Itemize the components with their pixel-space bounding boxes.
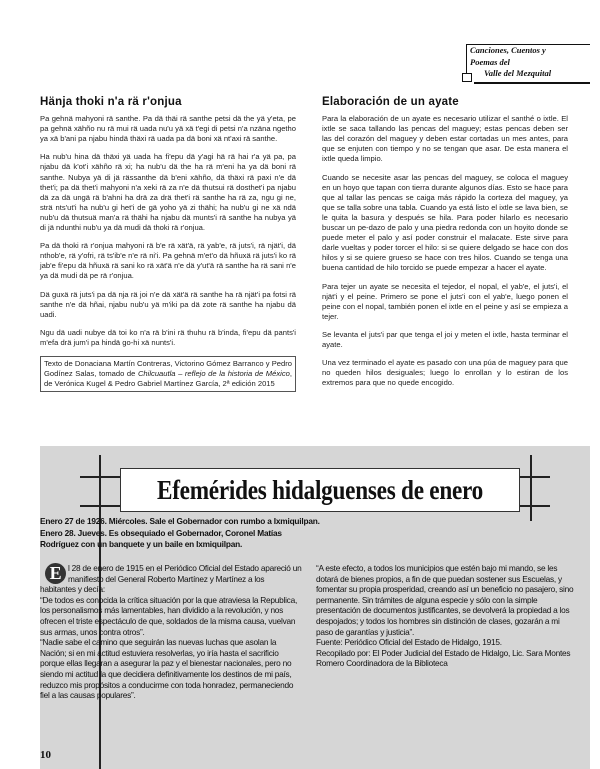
otomi-paragraph: Pa gehnä mahyoni rä santhe. Pa dä thäi rä santhe petsi dä the yä y'eta, pe pa gehnä xähño nu rä mui rä uada nu'u yä xä t'egi di petsi n'a nzäna ngetho ya xä b'ani pa njabu hindä thäxi rä uada pa dä boni xä nt'axi rä santhe.	[40, 114, 296, 144]
publication-title-line1: Canciones, Cuentos y	[470, 45, 546, 55]
credit-prefix: Texto de Donaciana Martín Contreras, Victorino Gómez Barranco y Pedro Godínez Salas, tomado de	[44, 358, 292, 378]
efemerides-paragraph: “De todos es conocida la crítica situación por la que atraviesa la Republica, los personalismos más lamentables, han dividido a la revolución, y nos ofrecen el triste espectáculo de que, soldados de la misma causa, vuelvan sus armas, unos contra otros”.	[40, 594, 298, 637]
spanish-article	[322, 97, 568, 396]
spanish-paragraph: Cuando se necesite asar las pencas del maguey, se coloca el maguey en un hoyo que tapan con tierra durante algunos días. Esto se hace para que al tallar las pencas se caiga más rápido la corteza del maguey, ya que se talla sobre una tabla. Cuando ya está listo el ixtle se lava bien, se le quita la basura y después se hila. Para poder hilarlo es necesario buscar un pe-dazo de palo y una piedra redonda con un hoyito donde se puede meter el palo y así poder construir el malacate. Este sirve para darle vueltas y poder torcer el hilo: si se quiere delgado se hace con dos hilos y si se quiere grueso se hace con tres hilos. Cuando se tenga una buena cantidad de hilo torcido se puede empezar a hacer el ayate.	[322, 172, 568, 273]
spanish-paragraph: Para tejer un ayate se necesita el tejedor, el nopal, el yab'e, el juts'i, el njät'i y el peine. Primero se pone el juts'i con el yab'e, luego ponen el peine con el nopal, también ponen el ixtle en el peine y así se empieza a tejer.	[322, 281, 568, 321]
otomi-article	[40, 97, 296, 392]
otomi-paragraph: Ha nub'u hina dä thäxi yä uada ha fi'epu dä y'agi hä rä hai r'a yä pa, pa njabu dä k'ot'i xähño rä xi; ha nub'u dä the ha rä m'eni ha ya dä boni rä santhe. Nubya yä di jä rässanthe dä b'eni xähño, dä thäxi rä paxi n'e dä thet'i; pa dä thet'i mahyoni n'a xeki rä za n'e dä thutsui rä dosthet'i pa njabu dä za dä ungä rä b'ahni ha drä za drä thet'i rä santhe ha rä za, ngu gi ne, strä nts'ut'i ha nub'u gi het'i de gä yoho yä zi thähi; ha nub'u gi ne xä ndä nub'u dä thutsuä man'a rä thähi ha njabu dä munts'i rä santhe ha nubya yä di jä ndunthi nub'u ya dä mudi dä thoki rä r'onjua.	[40, 152, 296, 233]
spanish-article-title: Elaboración de un ayate	[322, 96, 459, 108]
efemerides-text-left	[40, 563, 302, 701]
date-entry: Rodríguez con un banquete y un baile en Ixmiquilpan.	[40, 539, 243, 549]
publication-title	[470, 45, 595, 80]
compiled-by-line: Recopilado por: El Poder Judicial del Estado de Hidalgo, Lic. Sara Montes Romero Coordinadora de la Biblioteca	[316, 647, 571, 669]
efemerides-text-right	[316, 563, 578, 669]
efemerides-dates	[40, 516, 400, 551]
drop-cap: E	[45, 563, 66, 584]
header-rule	[474, 82, 590, 84]
book-icon	[462, 73, 472, 82]
spanish-paragraph: Se levanta el juts'i par que tenga el joi y meten el ixtle, hasta terminar el ayate.	[322, 329, 568, 349]
credit-suffix: , de Verónica Kugel & Pedro Gabriel Martínez García, 2ª edición 2015	[44, 368, 292, 388]
source-line: Fuente: Periódico Oficial del Estado de Hidalgo, 1915.	[316, 637, 502, 648]
efemerides-paragraph: “A este efecto, a todos los municipios que estén bajo mi mando, se les dotará de bienes propios, a fin de que puedan sostener sus Escuelas, y fomentar su propia prosperidad, creando así un beneficio no pasajero, sino permanente. Sin trámites de alguna especie y sólo con la simple presentación de documentos justificantes, se devolverá la propiedad a los despojados; y todos los hombres sin distinción de clases, gozarán a mi paso de garantías y justicia”.	[316, 563, 574, 637]
otomi-paragraph: Pa dä thoki rä r'onjua mahyoni rä b'e rä xät'ä, rä yab'e, rä juts'i, rä njät'i, dä nthob'e, rä y'ofri, rä ts'ib'e n'e rä ni'i. Pa gehnä m'et'o dä hñuxä rä juts'i ko rä jab'e fi'epu dä hñuxä rä sani ko rä xät'ä n'e dä y'ut'ä rä santhe ha rä sani n'e ya dä mudi dä pe rä r'onjua.	[40, 241, 296, 281]
efemerides-title: Efemérides hidalguenses de enero	[156, 475, 484, 505]
efemerides-paragraph: “Nadie sabe el camino que seguirán las nuevas luchas que asolan la Nación; si en mi actitud estuviera resolverlas, yo iría hasta el sacrificio porque ellas llegaran a asegurar la paz y el bienestar nacionales, pero no siendo mi actitud la que decidiera definitivamente los destinos de mi país, reduzco mis propósitos a conducirme con toda honradez, permaneciendo fiel a las causas populares”.	[40, 637, 294, 701]
page-number: 10	[40, 749, 51, 761]
date-entry: Enero 27 de 1926. Miércoles. Sale el Gobernador con rumbo a Ixmiquilpan.	[40, 516, 320, 526]
otomi-article-title: Hänja thoki n'a rä r'onjua	[40, 96, 182, 108]
spanish-paragraph: Para la elaboración de un ayate es necesario utilizar el santhé o ixtle. El ixtle se saca tallando las pencas del maguey; estas pencas deben ser las del corazón del maguey y deben estar cortadas un mes antes, para que se enjuten con tiempo y no se tengan que asar. De esta manera el ixtle queda limpio.	[322, 114, 568, 164]
spanish-paragraph: Una vez terminado el ayate es pasado con una púa de maguey para que no queden hilos desiguales; luego lo enrollan y lo estiran de los extremos para que no quede encogido.	[322, 358, 568, 388]
otomi-paragraph: Dä guxä rä juts'i pa dä nja rä joi n'e dä xät'ä rä santhe ha rä njät'i pa fotsi rä santhe n'e dä hñai, njabu nub'u yä m'iki pa dä zote rä santhe ha njabu dä uadi.	[40, 289, 296, 319]
decorative-vertical-rule-right	[530, 455, 532, 521]
date-entry: Enero 28. Jueves. Es obsequiado el Gobernador, Coronel Matías	[40, 527, 282, 538]
efemerides-paragraph: l 28 de enero de 1915 en el Periódico Oficial del Estado apareció un manifiesto del General Roberto Martínez y Martínez a los habitantes y decía:	[40, 563, 302, 595]
publication-title-line2: Poemas del	[470, 56, 510, 67]
publication-title-line3: Valle del Mezquital	[484, 68, 552, 78]
source-credit	[40, 356, 296, 392]
otomi-paragraph: Ngu dä uadi nubye dä toi ko n'a rä b'ini rä thuhu rä b'inda, fi'epu dä pants'i m'efa drä jum'i pa hindä go-hi xä nunts'i.	[40, 327, 296, 347]
credit-book-title: Chilcuautla – reflejo de la historia de México	[137, 368, 290, 378]
